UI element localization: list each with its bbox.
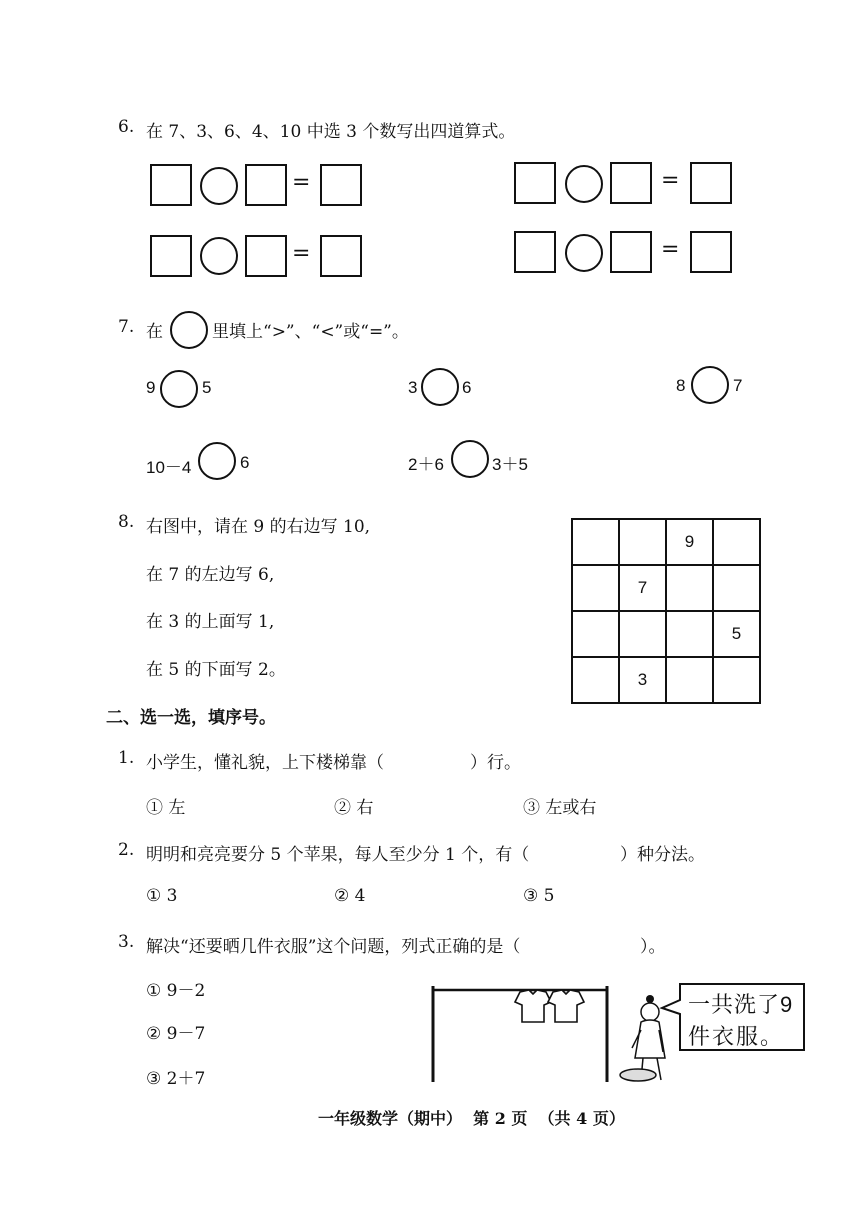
q7-number: 7. xyxy=(118,317,135,337)
compare-left: 10－4 xyxy=(146,458,192,477)
page-footer: 一年级数学（期中） 第 2 页 （共 4 页） xyxy=(318,1109,625,1128)
compare-right: 6 xyxy=(240,453,250,472)
s3-text-a: 解决“还要晒几件衣服”这个问题，列式正确的是（ xyxy=(146,937,521,957)
s1-text-b: ）行。 xyxy=(470,753,521,773)
compare-right: 5 xyxy=(202,378,212,397)
answer-box[interactable] xyxy=(320,164,362,206)
s2-answer-blank[interactable] xyxy=(562,836,618,862)
grid-cell[interactable] xyxy=(572,565,619,611)
grid-cell[interactable] xyxy=(666,611,713,657)
operator-circle[interactable] xyxy=(200,237,238,275)
equals-sign: = xyxy=(661,168,680,193)
grid-cell[interactable]: 9 xyxy=(666,519,713,565)
grid-cell[interactable] xyxy=(619,611,666,657)
q8-line-1: 右图中，请在 9 的右边写 10, xyxy=(146,517,371,537)
s1-option-1: ① 左 xyxy=(146,798,186,818)
q6-text: 在 7、3、6、4、10 中选 3 个数写出四道算式。 xyxy=(146,122,516,142)
s1-text-a: 小学生，懂礼貌，上下楼梯靠（ xyxy=(146,753,384,773)
q8-line-3: 在 3 的上面写 1, xyxy=(146,612,275,632)
s1-option-3: ③ 左或右 xyxy=(523,798,597,818)
s2-number: 2. xyxy=(118,840,135,860)
laundry-illustration xyxy=(425,980,687,1085)
grid-cell[interactable] xyxy=(572,519,619,565)
q7-prefix: 在 xyxy=(146,322,163,342)
compare-circle[interactable] xyxy=(451,440,489,478)
grid-cell[interactable] xyxy=(713,657,760,703)
s2-option-3: ③ 5 xyxy=(523,886,555,906)
s2-option-1: ① 3 xyxy=(146,886,178,906)
answer-box[interactable] xyxy=(514,231,556,273)
s3-option-1: ① 9－2 xyxy=(146,981,206,1001)
s3-option-2: ② 9－7 xyxy=(146,1024,206,1044)
grid-cell[interactable] xyxy=(572,657,619,703)
q8-number: 8. xyxy=(118,512,135,532)
number-grid xyxy=(571,518,761,704)
s1-number: 1. xyxy=(118,748,135,768)
equals-sign: = xyxy=(661,237,680,262)
grid-cell[interactable] xyxy=(666,565,713,611)
operator-circle[interactable] xyxy=(200,167,238,205)
answer-box[interactable] xyxy=(245,235,287,277)
equals-sign: = xyxy=(292,170,311,195)
compare-right: 6 xyxy=(462,378,472,397)
compare-left: 8 xyxy=(676,376,686,395)
answer-box[interactable] xyxy=(690,162,732,204)
q7-suffix: 里填上“>”、“<”或“=”。 xyxy=(212,322,409,342)
compare-right: 7 xyxy=(733,376,743,395)
answer-box[interactable] xyxy=(514,162,556,204)
bubble-text-1: 一共洗了9 xyxy=(688,992,794,1017)
operator-circle[interactable] xyxy=(565,234,603,272)
s2-text-b: ）种分法。 xyxy=(620,845,705,865)
answer-box[interactable] xyxy=(150,164,192,206)
answer-box[interactable] xyxy=(610,231,652,273)
answer-box[interactable] xyxy=(690,231,732,273)
compare-right: 3＋5 xyxy=(492,455,528,474)
s3-number: 3. xyxy=(118,932,135,952)
s3-option-3: ③ 2＋7 xyxy=(146,1069,206,1089)
compare-circle[interactable] xyxy=(421,368,459,406)
s1-answer-blank[interactable] xyxy=(412,744,468,770)
s3-answer-blank[interactable] xyxy=(582,928,638,954)
grid-cell[interactable]: 3 xyxy=(619,657,666,703)
q8-line-2: 在 7 的左边写 6, xyxy=(146,565,275,585)
answer-box[interactable] xyxy=(245,164,287,206)
grid-cell[interactable]: 5 xyxy=(713,611,760,657)
s1-option-2: ② 右 xyxy=(334,798,374,818)
s2-option-2: ② 4 xyxy=(334,886,366,906)
section-title: 二、选一选，填序号。 xyxy=(106,708,276,728)
answer-box[interactable] xyxy=(150,235,192,277)
grid-cell[interactable] xyxy=(713,565,760,611)
grid-cell[interactable] xyxy=(666,657,713,703)
q6-number: 6. xyxy=(118,117,135,137)
s3-text-b: ）。 xyxy=(640,937,666,957)
compare-circle[interactable] xyxy=(198,442,236,480)
compare-left: 2＋6 xyxy=(408,455,444,474)
q8-line-4: 在 5 的下面写 2。 xyxy=(146,660,286,680)
bubble-text-2: 件衣服。 xyxy=(688,1024,785,1049)
grid-cell[interactable]: 7 xyxy=(619,565,666,611)
answer-box[interactable] xyxy=(610,162,652,204)
example-circle xyxy=(170,311,208,349)
compare-left: 9 xyxy=(146,378,156,397)
operator-circle[interactable] xyxy=(565,165,603,203)
compare-left: 3 xyxy=(408,378,418,397)
compare-circle[interactable] xyxy=(691,366,729,404)
grid-cell[interactable] xyxy=(619,519,666,565)
answer-box[interactable] xyxy=(320,235,362,277)
equals-sign: = xyxy=(292,241,311,266)
compare-circle[interactable] xyxy=(160,370,198,408)
s2-text-a: 明明和亮亮要分 5 个苹果，每人至少分 1 个，有（ xyxy=(146,845,530,865)
grid-cell[interactable] xyxy=(572,611,619,657)
grid-cell[interactable] xyxy=(713,519,760,565)
